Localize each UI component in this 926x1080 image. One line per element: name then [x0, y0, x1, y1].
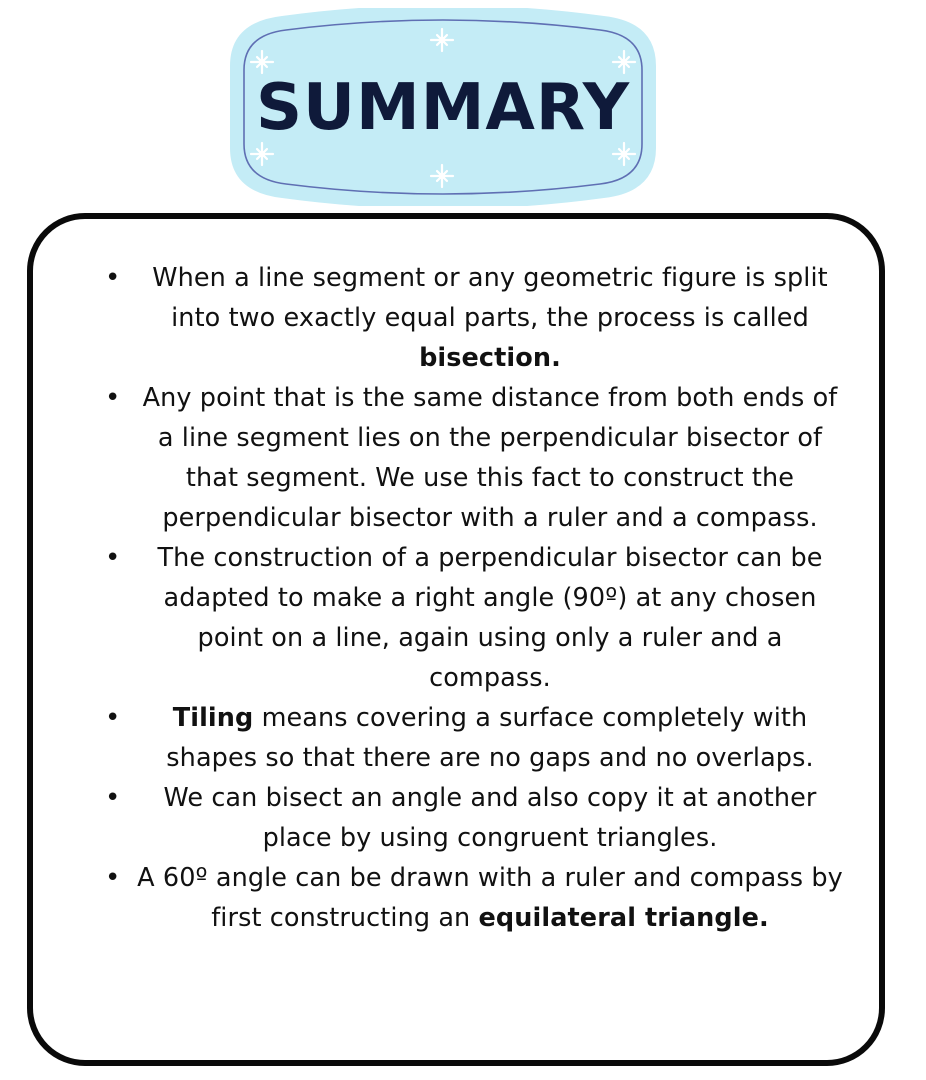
summary-banner	[230, 8, 656, 206]
bullet-icon: •	[105, 543, 121, 573]
bullet-icon: •	[105, 383, 121, 413]
item-text: When a line segment or any geometric figure is split into two exactly equal parts, the process is called	[152, 263, 828, 333]
item-emphasis: bisection.	[419, 343, 561, 373]
summary-box	[27, 213, 885, 1066]
bullet-icon: •	[105, 263, 121, 293]
bullet-icon: •	[105, 783, 121, 813]
summary-list	[103, 258, 843, 938]
item-text: Any point that is the same distance from both ends of a line segment lies on the perpendicular bisector of that segment. We use this fact to construct the perpendicular bisector with a ruler and a compass.	[142, 383, 838, 533]
item-emphasis: equilateral triangle.	[478, 903, 769, 933]
list-item	[103, 378, 843, 538]
list-item	[103, 258, 843, 378]
page-title: SUMMARY	[255, 71, 631, 145]
item-text: We can bisect an angle and also copy it at another place by using congruent triangles.	[163, 783, 817, 853]
bullet-icon: •	[105, 703, 121, 733]
item-text: A 60º angle can be drawn with a ruler and compass by first constructing an	[137, 863, 843, 933]
list-item	[103, 698, 843, 778]
list-item	[103, 858, 843, 938]
item-text-after: means covering a surface completely with shapes so that there are no gaps and no overlaps.	[166, 703, 814, 773]
item-emphasis: Tiling	[172, 703, 254, 733]
list-item	[103, 778, 843, 858]
item-text: The construction of a perpendicular bisector can be adapted to make a right angle (90º) at any chosen point on a line, again using only a ruler and a compass.	[157, 543, 823, 693]
list-item	[103, 538, 843, 698]
bullet-icon: •	[105, 863, 121, 893]
